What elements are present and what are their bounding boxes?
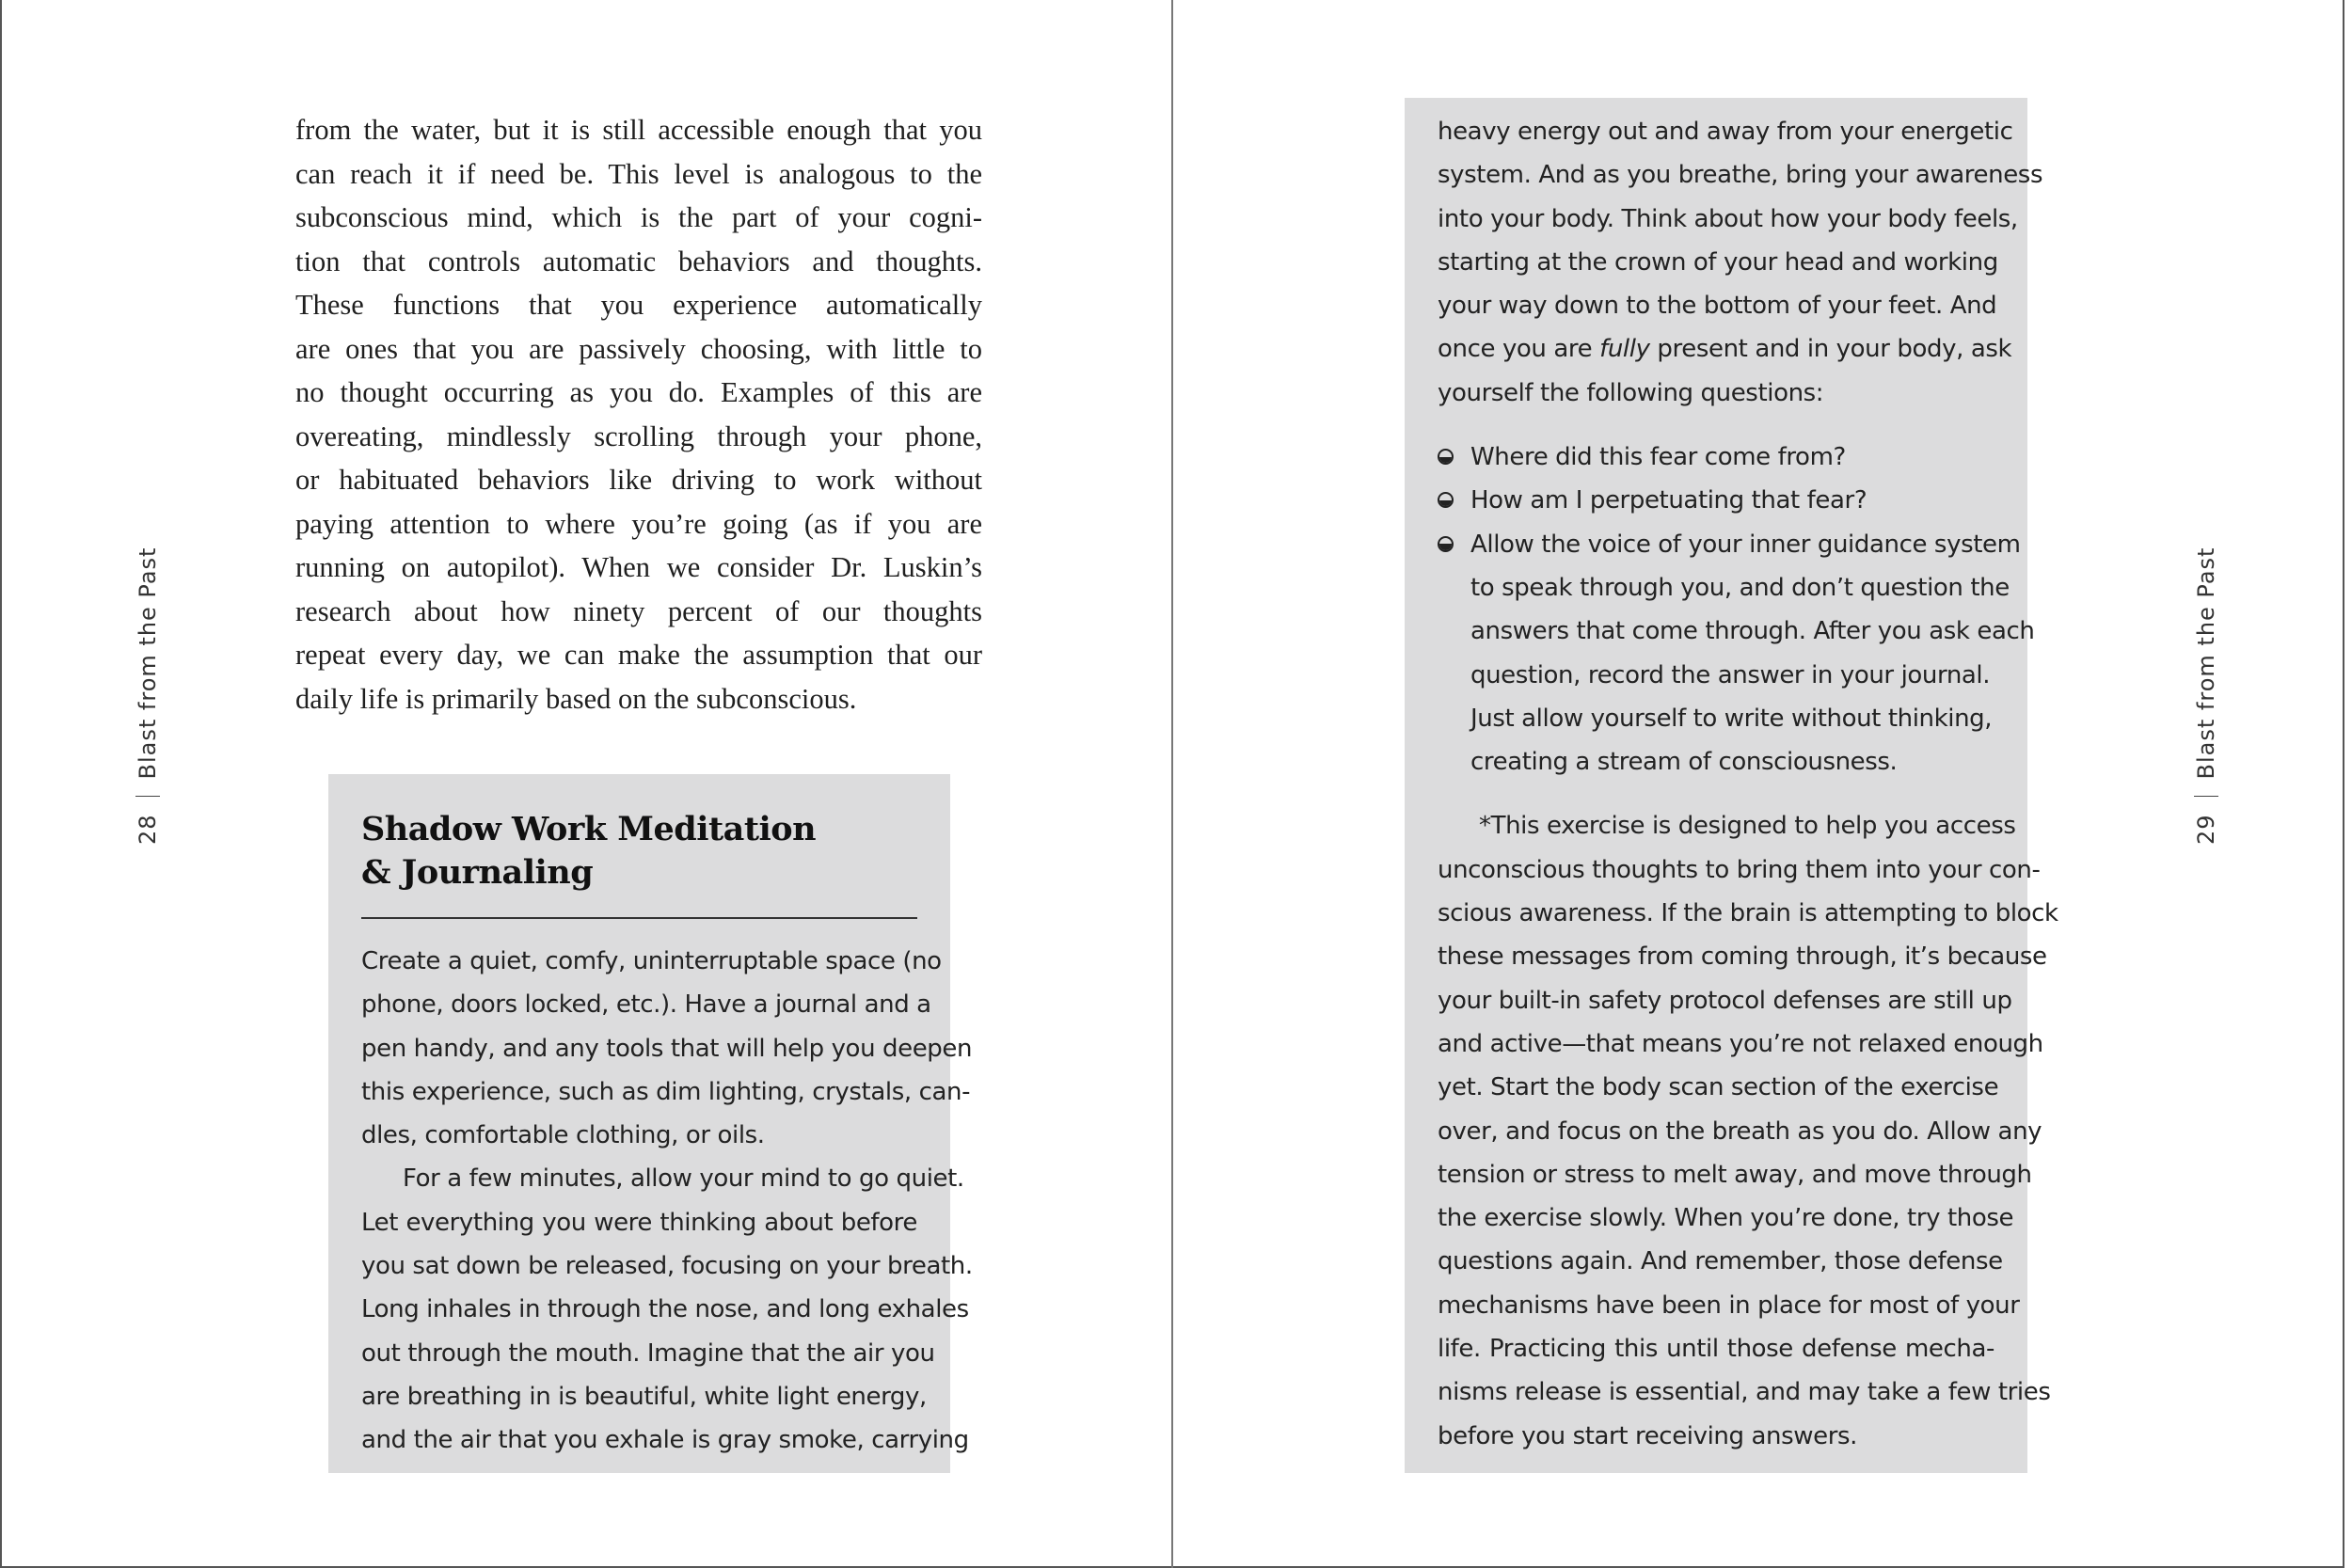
body-line: daily life is primarily based on the subconscious. (295, 682, 857, 715)
body-line: overeating, mindlessly scrolling through your phone, (295, 420, 982, 452)
text-line: and the air that you exhale is gray smoke, carrying (361, 1426, 969, 1455)
running-head-right (2187, 468, 2225, 845)
text-line: life. Practicing this until those defense mecha- (1438, 1335, 1994, 1364)
text-line: yourself the following questions: (1438, 378, 1824, 407)
text-line: out through the mouth. Imagine that the air you (361, 1338, 935, 1368)
list-item-text: creating a stream of consciousness. (1470, 748, 1898, 777)
sidebar-paragraph (1438, 110, 2043, 415)
text-line: Create a quiet, comfy, uninterruptable space (no (361, 947, 942, 975)
list-item-text: Allow the voice of your inner guidance system (1470, 530, 2021, 559)
text-line: your built-in safety protocol defenses are still up (1438, 986, 2012, 1015)
text-line: yet. Start the body scan section of the exercise (1438, 1073, 1999, 1102)
text-line: scious awareness. If the brain is attempting to block (1438, 899, 2058, 928)
text-line: system. And as you breathe, bring your awareness (1438, 161, 2043, 190)
page-number: 28 (135, 814, 161, 845)
half-filled-circle-icon (1438, 536, 1454, 552)
body-line: no thought occurring as you do. Examples of this are (295, 376, 982, 408)
list-item-text: question, record the answer in your journal. (1470, 660, 1991, 689)
text-line: and active—that means you’re not relaxed enough (1438, 1029, 2043, 1058)
text-line: phone, doors locked, etc.). Have a journal and a (361, 990, 931, 1020)
sidebar-title-line: Shadow Work Meditation (361, 810, 817, 848)
list-item (1438, 436, 1994, 479)
running-head-left (129, 468, 167, 845)
list-item-text: answers that come through. After you ask each (1470, 617, 2035, 646)
body-line: paying attention to where you’re going (as if you are (295, 507, 982, 540)
text-line: before you start receiving answers. (1438, 1421, 1858, 1450)
list-item (1438, 523, 2035, 784)
body-line: These functions that you experience automatically (295, 289, 982, 321)
text-run: once you are (1438, 335, 1600, 364)
text-line: Let everything you were thinking about before (361, 1208, 917, 1237)
text-line: your way down to the bottom of your feet. And (1438, 292, 1997, 321)
sidebar-title (361, 808, 917, 895)
text-line: tension or stress to melt away, and move through (1438, 1160, 2032, 1189)
half-filled-circle-icon (1438, 492, 1454, 508)
body-line: are ones that you are passively choosing, with little to (295, 332, 982, 365)
sidebar-box (328, 774, 973, 1473)
left-page (0, 0, 1171, 1568)
text-line: dles, comfortable clothing, or oils. (361, 1121, 765, 1150)
text-line: nisms release is essential, and may take a few tries (1438, 1378, 2051, 1407)
spacer (1438, 784, 1994, 804)
text-line: are breathing in is beautiful, white light energy, (361, 1382, 927, 1411)
title-rule (361, 917, 917, 919)
sidebar-box-continued (1405, 98, 2058, 1473)
text-line: you sat down be released, focusing on your breath. (361, 1252, 973, 1281)
body-line: research about how ninety percent of our thoughts (295, 594, 982, 627)
body-line: or habituated behaviors like driving to work without (295, 464, 982, 496)
text-line: questions again. And remember, those defense (1438, 1247, 2003, 1276)
list-item (1438, 479, 1994, 522)
text-line (1438, 327, 2012, 371)
text-line: pen handy, and any tools that will help you deepen (361, 1034, 973, 1063)
sidebar-title-line: & Journaling (361, 853, 594, 892)
running-head-title: Blast from the Past (135, 546, 161, 780)
text-line: starting at the crown of your head and working (1438, 247, 1998, 277)
text-line: these messages from coming through, it’s because (1438, 942, 2047, 972)
list-item-text: How am I perpetuating that fear? (1470, 486, 1867, 515)
running-head-separator (2194, 796, 2218, 797)
body-text (295, 108, 982, 721)
question-list (1438, 436, 2035, 784)
list-item-text: Just allow yourself to write without thinking, (1470, 704, 1993, 733)
text-line: Long inhales in through the nose, and long exhales (361, 1295, 969, 1324)
sidebar-paragraph (361, 1157, 973, 1462)
sidebar-note (1438, 804, 2058, 1457)
text-line: the exercise slowly. When you’re done, try those (1438, 1204, 2014, 1233)
body-line: running on autopilot). When we consider Dr. Luskin’s (295, 551, 982, 583)
text-line: into your body. Think about how your body feels, (1438, 204, 2018, 233)
text-line: mechanisms have been in place for most of your (1438, 1291, 2020, 1320)
body-line: from the water, but it is still accessible enough that you (295, 114, 982, 146)
text-line: unconscious thoughts to bring them into your con- (1438, 855, 2041, 884)
list-item-text: Where did this fear come from? (1470, 443, 1846, 472)
half-filled-circle-icon (1438, 449, 1454, 465)
body-line: subconscious mind, which is the part of your cogni- (295, 201, 982, 233)
text-line: heavy energy out and away from your energetic (1438, 118, 2013, 146)
list-item-text: to speak through you, and don’t question the (1470, 573, 2010, 602)
text-line: this experience, such as dim lighting, crystals, can- (361, 1077, 971, 1106)
body-line: can reach it if need be. This level is analogous to the (295, 157, 982, 190)
emphasis-text: fully (1599, 335, 1650, 364)
text-line: *This exercise is designed to help you access (1479, 812, 2016, 841)
running-head-separator (135, 796, 160, 797)
body-line: repeat every day, we can make the assumption that our (295, 639, 982, 671)
text-line: For a few minutes, allow your mind to go quiet. (403, 1164, 964, 1194)
text-line: over, and focus on the breath as you do. Allow any (1438, 1117, 2042, 1146)
running-head-title: Blast from the Past (2193, 546, 2219, 780)
body-line: tion that controls automatic behaviors and thoughts. (295, 245, 982, 277)
page-number: 29 (2193, 814, 2219, 845)
right-page (1173, 0, 2344, 1568)
sidebar-paragraph (361, 940, 973, 1157)
text-run: present and in your body, ask (1649, 335, 2012, 364)
